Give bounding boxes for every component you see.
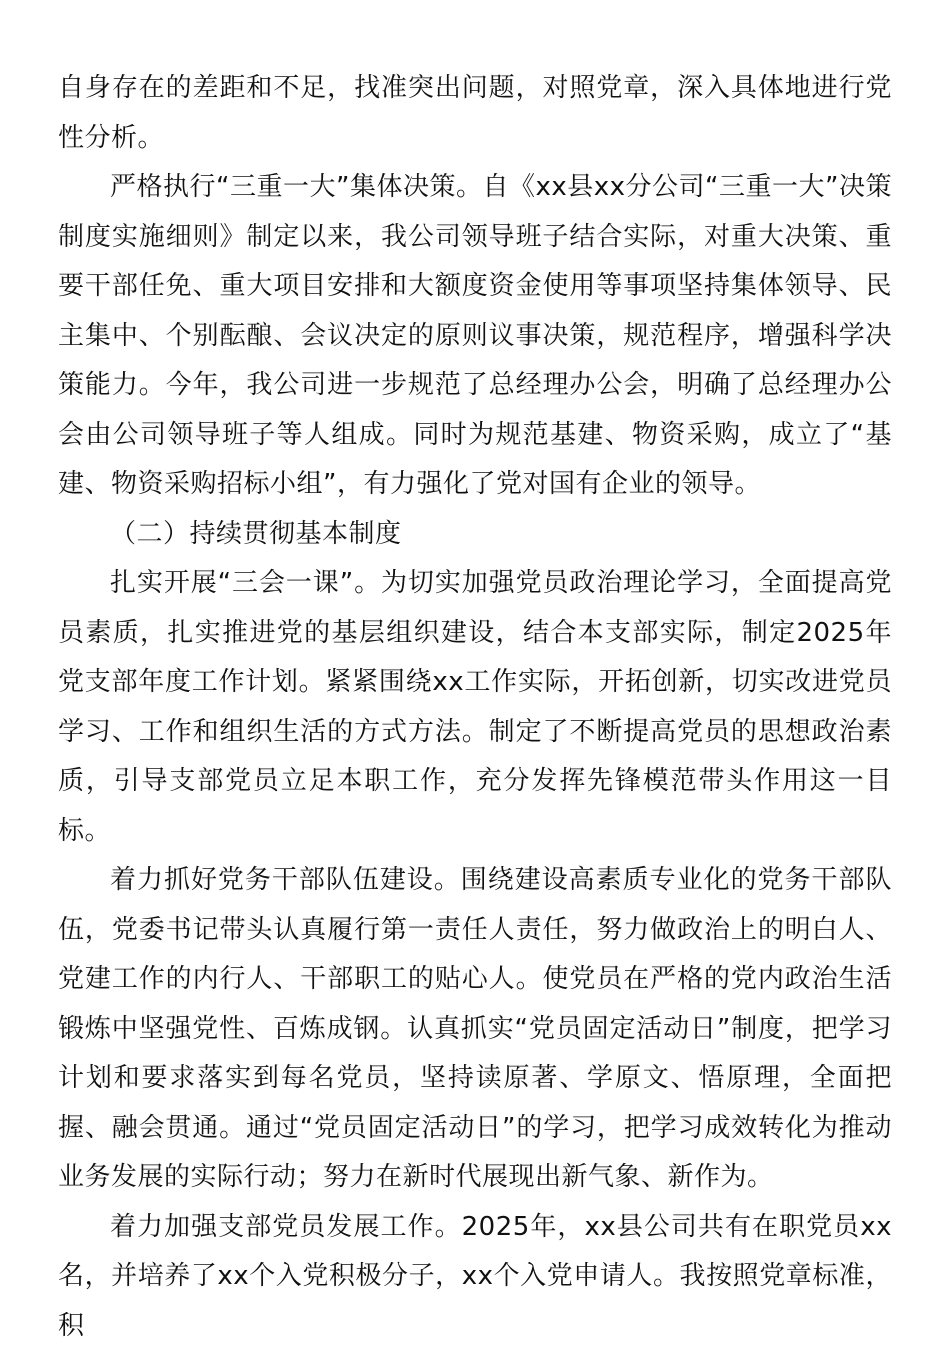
paragraph-member-development: 着力加强支部党员发展工作。2025年，xx县公司共有在职党员xx名，并培养了xx个入党积极分子，xx个入党申请人。我按照党章标准，积 — [58, 1203, 892, 1351]
document-page — [58, 64, 892, 1351]
section-heading: （二）持续贯彻基本制度 — [58, 510, 892, 560]
paragraph-continuation: 自身存在的差距和不足，找准突出问题，对照党章，深入具体地进行党性分析。 — [58, 64, 892, 163]
paragraph-cadre-team: 着力抓好党务干部队伍建设。围绕建设高素质专业化的党务干部队伍，党委书记带头认真履行第一责任人责任，努力做政治上的明白人、党建工作的内行人、干部职工的贴心人。使党员在严格的党内政治生活锻炼中坚强党性、百炼成钢。认真抓实“党员固定活动日”制度，把学习计划和要求落实到每名党员，坚持读原著、学原文、悟原理，全面把握、融会贯通。通过“党员固定活动日”的学习，把学习成效转化为推动业务发展的实际行动；努力在新时代展现出新气象、新作为。 — [58, 856, 892, 1203]
paragraph-decision-making: 严格执行“三重一大”集体决策。自《xx县xx分公司“三重一大”决策制度实施细则》制定以来，我公司领导班子结合实际，对重大决策、重要干部任免、重大项目安排和大额度资金使用等事项坚持集体领导、民主集中、个别酝酿、会议决定的原则议事决策，规范程序，增强科学决策能力。今年，我公司进一步规范了总经理办公会，明确了总经理办公会由公司领导班子等人组成。同时为规范基建、物资采购，成立了“基建、物资采购招标小组”，有力强化了党对国有企业的领导。 — [58, 163, 892, 510]
paragraph-three-meetings: 扎实开展“三会一课”。为切实加强党员政治理论学习，全面提高党员素质，扎实推进党的基层组织建设，结合本支部实际，制定2025年党支部年度工作计划。紧紧围绕xx工作实际，开拓创新，切实改进党员学习、工作和组织生活的方式方法。制定了不断提高党员的思想政治素质，引导支部党员立足本职工作，充分发挥先锋模范带头作用这一目标。 — [58, 559, 892, 856]
